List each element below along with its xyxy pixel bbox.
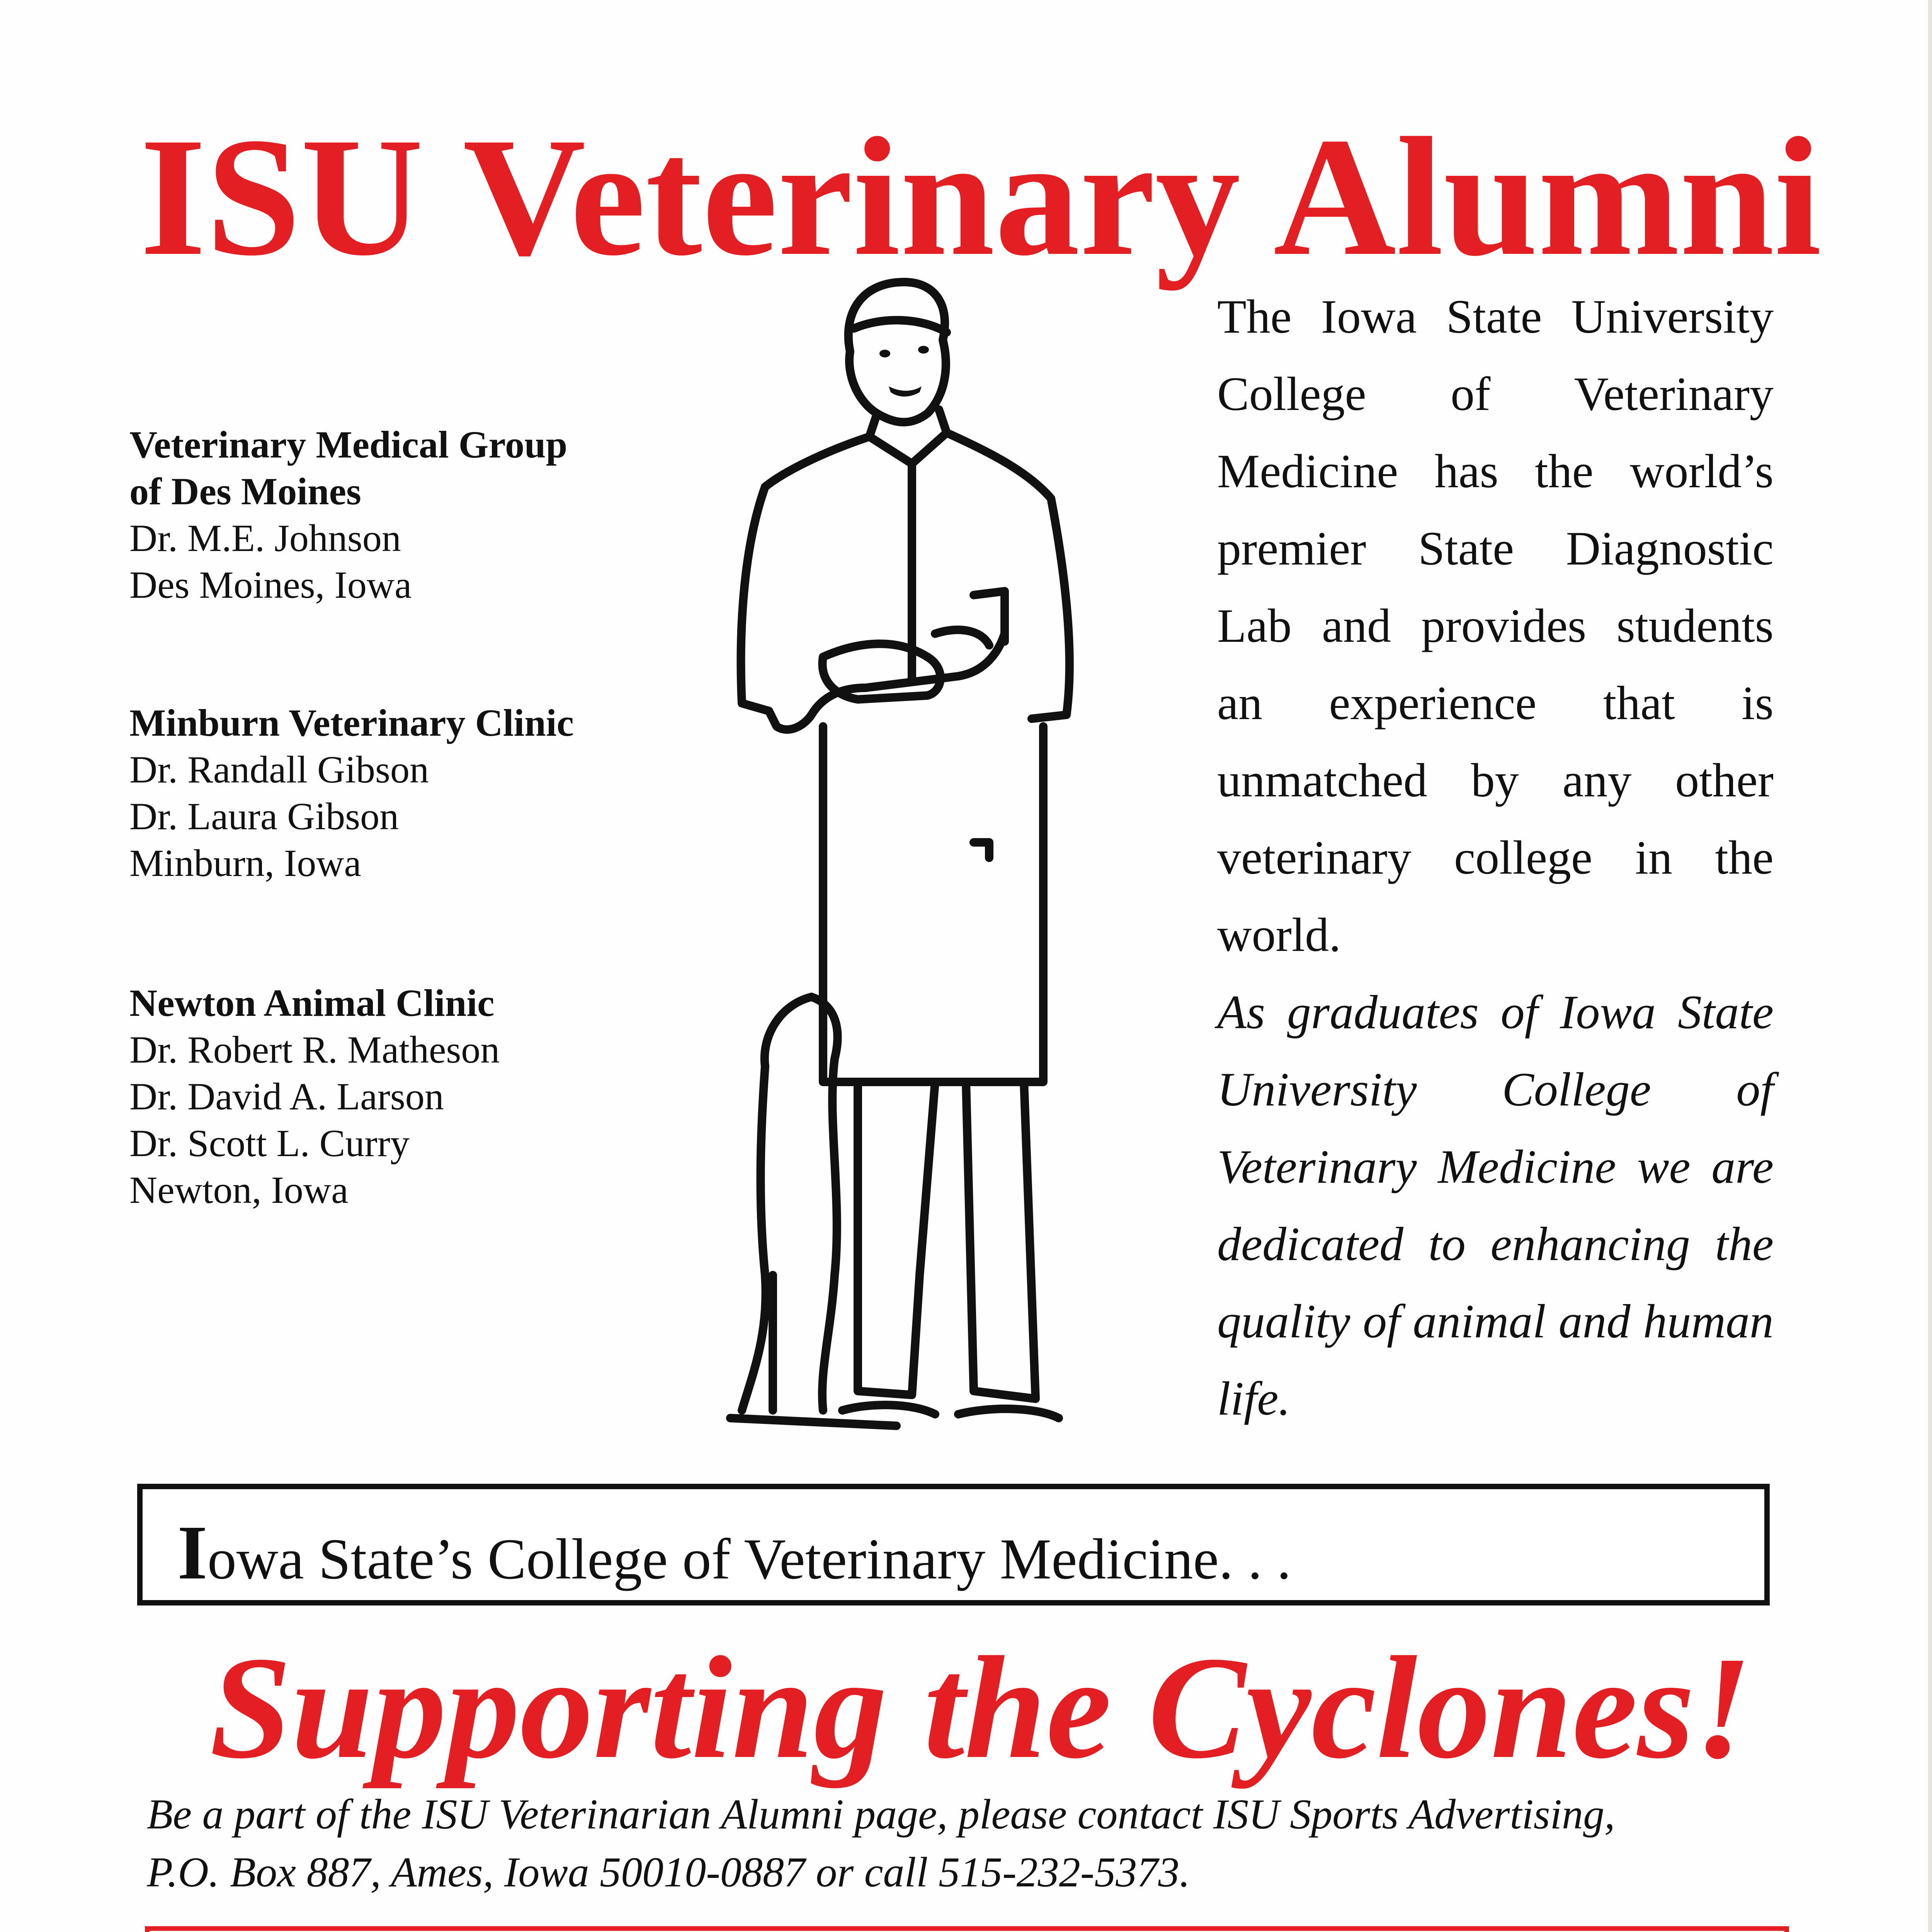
doctor-name: Dr. Robert R. Matheson (129, 1028, 500, 1071)
doctor-name: Dr. Scott L. Curry (129, 1122, 410, 1165)
doctor-name: Dr. Laura Gibson (129, 795, 399, 838)
clinic-name: Veterinary Medical Group (129, 423, 568, 466)
clinic-location: Des Moines, Iowa (129, 563, 412, 606)
page-title: ISU Veterinary Alumni (140, 103, 1821, 291)
clinic-location: Newton, Iowa (129, 1168, 349, 1211)
body-paragraph: The Iowa State University College of Veterinary Medicine has the world’s premier State Diagnostic Lab and provides students an experience that is unmatched by any other veterinary college in the world. (1217, 290, 1774, 961)
tagline-initial: I (177, 1510, 207, 1595)
clinic-newton (129, 980, 500, 1213)
clinic-location: Minburn, Iowa (129, 842, 361, 884)
supporting-headline: Supporting the Cyclones! (209, 1626, 1752, 1789)
clinic-des-moines (129, 421, 567, 608)
doctor-name: Dr. David A. Larson (129, 1075, 444, 1118)
contact-info (147, 1785, 1808, 1901)
chars-amoco-ad (145, 1926, 1789, 1932)
clinic-minburn (129, 699, 574, 886)
tagline (177, 1510, 1291, 1595)
contact-line: Be a part of the ISU Veterinarian Alumni page, please contact ISU Sports Advertising, (147, 1791, 1615, 1838)
tagline-text: owa State’s College of Veterinary Medicine. . . (207, 1527, 1291, 1591)
body-italic-paragraph: As graduates of Iowa State University College of Veterinary Medicine we are dedicated to enhancing the quality of animal and human life. (1217, 986, 1774, 1425)
contact-line: P.O. Box 887, Ames, Iowa 50010-0887 or call 515-232-5373. (147, 1849, 1190, 1896)
doctor-name: Dr. M.E. Johnson (129, 517, 401, 560)
body-copy (1217, 278, 1774, 1437)
clinic-name: of Des Moines (129, 470, 361, 513)
doctor-name: Dr. Randall Gibson (129, 748, 429, 791)
veterinarian-illustration (696, 270, 1171, 1445)
clinic-name: Newton Animal Clinic (129, 981, 495, 1024)
tagline-box (137, 1484, 1770, 1605)
clinic-name: Minburn Veterinary Clinic (129, 701, 574, 744)
